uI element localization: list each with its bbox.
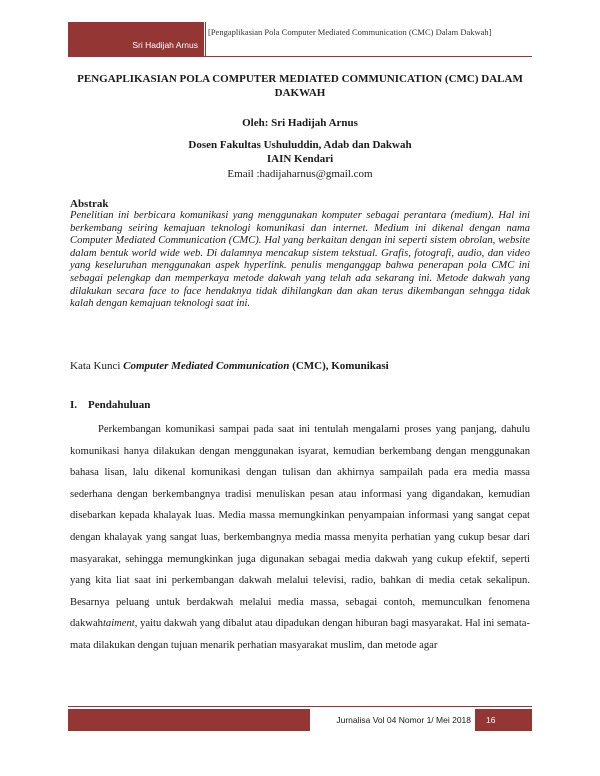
- author-email: Email :hadijaharnus@gmail.com: [227, 168, 373, 180]
- header-divider: [205, 22, 206, 56]
- affiliation-line-1: Dosen Fakultas Ushuluddin, Adab dan Dakwah: [188, 139, 412, 151]
- abstract-text: Penelitian ini berbicara komunikasi yang menggunakan komputer sebagai perantara (medium). Hal ini berkembang seiring kemajuan teknologi komunikasi dan internet. Medium ini dikenal dengan nama Computer Mediated Communication (CMC). Hal yang berkaitan dengan ini seperti sistem obrolan, website dalam bentuk world wide web. Di dalamnya mencakup sistem tekstual. Grafis, fotografi, audio, dan video yang keseluruhan menggunakan aspek hyperlink. penulis menganggap bahwa penerapan pola CMC ini sebagai pelengkap dan memperkaya metode dakwah yang telah ada sekarang ini. Metode dakwah yang dilakukan secara face to face hendaknya tidak dihilangkan dan akan terus dikembangan sehngga tidak kalah dengan kemajuan teknologi saat ini.: [70, 210, 530, 310]
- paragraph-text-part-1: Perkembangan komunikasi sampai pada saat ini tentulah mengalami proses yang panjang, dahulu komunikasi hanya dilakukan dengan menggunakan isyarat, kemudian berkembang dengan menggunakan bahasa lisan, lalu dikenal komunikasi dengan tulisan dan akhirnya sampailah pada era media massa sederhana dengan berkembangnya tradisi menuliskan pesan atau informasi yang digandakan, kemudian disebarkan kepada khalayak luas. Media massa memungkinkan penyampaian informasi yang sangat cepat dengan khalayak yang sangat luas, berkembangnya media massa menyita perhatian yang cukup besar dari masyarakat, sehingga memungkinkan juga digunakan sebagai media dakwah yang cukup efektif, seperti yang kita liat saat ini perkembangan dakwah melalui televisi, radio, bahkan di media cetak sekalipun. Besarnya peluang untuk berdakwah melalui media massa, sebagai contoh, memunculkan fenomena dakwah: [70, 424, 530, 630]
- section-heading-introduction: I. Pendahuluan: [70, 399, 151, 411]
- paragraph-italic-term: taiment: [102, 618, 135, 630]
- footer-journal: Jurnalisa Vol 04 Nomor 1/ Mei 2018: [310, 709, 475, 731]
- header-journal-title: [Pengaplikasian Pola Computer Mediated Communication (CMC) Dalam Dakwah]: [208, 27, 492, 37]
- introduction-paragraph: [70, 419, 530, 657]
- article-title: PENGAPLIKASIAN POLA COMPUTER MEDIATED COMMUNICATION (CMC) DALAM DAKWAH: [77, 73, 523, 99]
- keyword-cmc-term: Computer Mediated Communication: [123, 360, 290, 372]
- keywords-line: [70, 360, 389, 372]
- page-number: 16: [486, 715, 496, 725]
- affiliation-line-2: IAIN Kendari: [266, 153, 334, 165]
- header-author: Sri Hadijah Arnus: [132, 40, 198, 50]
- keywords-label: Kata Kunci: [70, 360, 124, 372]
- header-author-band: [68, 22, 204, 56]
- header-rule: [68, 56, 532, 57]
- footer-rule: [68, 706, 532, 707]
- article-byline: Oleh: Sri Hadijah Arnus: [242, 117, 358, 129]
- keyword-rest: (CMC), Komunikasi: [289, 360, 389, 372]
- abstract-heading: Abstrak: [70, 198, 109, 210]
- introduction-body: [70, 419, 530, 657]
- paragraph-text-part-2: , yaitu dakwah yang dibalut atau dipadukan dengan hiburan bagi masyarakat. Hal ini semata-mata dilakukan dengan tujuan menarik perhatian masyarakat muslim, dan metode agar: [70, 618, 530, 651]
